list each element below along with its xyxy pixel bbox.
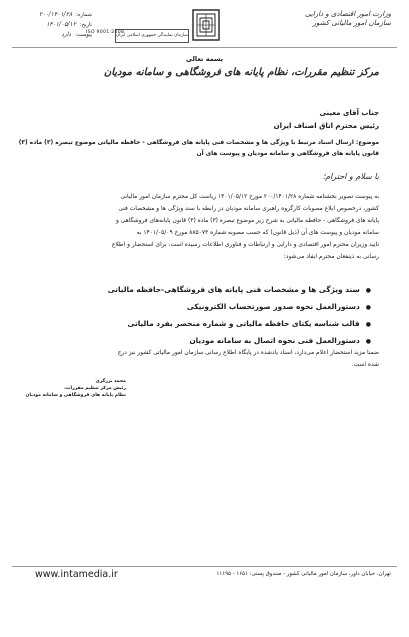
subject-line-2: قانون پایانه های فروشگاهی و سامانه مودیان و پیوست های آن	[196, 151, 379, 157]
paragraph-line: پایانه های فروشگاهی - حافظه مالیاتی به شرح زیر موضوع تبصره (۳) ماده (۳) قانون پایانه‌های فروشگاهی و	[115, 218, 379, 224]
number-row	[12, 10, 92, 20]
number-label: شماره:	[76, 12, 92, 18]
footer-divider	[12, 566, 397, 567]
ministry-line-2: سازمان امور مالیاتی کشور	[312, 19, 391, 27]
letter-meta	[12, 10, 92, 40]
attachment-row	[12, 30, 92, 40]
signer-title-2: نظام پایانه های فروشگاهی و سامانه مودیان	[25, 393, 126, 398]
attachments-list	[71, 282, 371, 350]
list-item: ● دستورالعمل فنی نحوه اتصال به سامانه مودیان	[71, 333, 371, 350]
list-item: ● قالب شناسه یکتای حافظه مالیاتی و شماره منحصر بفرد مالیاتی	[71, 316, 371, 333]
closing-paragraph	[34, 347, 379, 371]
certification-stamp: سازمان نمایندگی جمهوری اسلامی ایران	[115, 29, 189, 43]
ministry-line-1: وزارت امور اقتصادی و دارایی	[304, 10, 391, 18]
closing-line: شده است.	[351, 362, 379, 368]
iso-mark: ISO 9001:2008	[86, 30, 125, 35]
paragraph-line: سامانه مودیان و پیوست های آن (ذیل قانون) که حسب مصوبه شماره ۸۸۵۰۷۳ مورخ ۱۴۰۱/۰۵/۰۹ به	[136, 230, 379, 236]
list-item: ● دستورالعمل نحوه صدور صورتحساب الکترونیکی	[71, 299, 371, 316]
signer-title-1: رئیس مرکز تنظیم مقررات،	[64, 386, 126, 391]
date-row	[12, 20, 92, 30]
attachment-label: پیوست:	[75, 32, 92, 38]
number-value: ۲۰۰/۱۴۰۱/۲۸	[39, 11, 73, 18]
attachment-value: دارد	[61, 31, 72, 38]
addressee	[39, 107, 379, 133]
addressee-name: جناب آقای معینی	[319, 109, 379, 117]
greeting: با سلام و احترام؛	[322, 172, 379, 181]
subject-line-1: موضوع: ارسال اسناد مرتبط با ویژگی ها و مشخصات فنی پایانه های فروشگاهی - حافظه مالیاتی موضوع تبصره (۳) ماده (۳)	[18, 140, 379, 146]
postal-address: تهران، خیابان داور، سازمان امور مالیاتی کشور - صندوق پستی: ۱۶۵۱ - ۱۱۱۹۵	[216, 571, 391, 577]
body-paragraph	[34, 191, 379, 263]
addressee-title: رئیس محترم اتاق اصناف ایران	[273, 122, 379, 130]
website-link[interactable]: www.intamedia.ir	[35, 569, 118, 580]
signature-block	[16, 378, 126, 399]
subject	[18, 138, 379, 160]
header-divider	[12, 47, 397, 48]
emblem-icon	[191, 8, 221, 42]
paragraph-line: تایید وزیران محترم امور اقتصادی و دارایی و ارتباطات و فناوری اطلاعات رسیده است، برای استحضار و اطلاع	[111, 242, 379, 248]
signer-name: محمد برزگری	[95, 379, 126, 384]
date-label: تاریخ:	[79, 22, 92, 28]
paragraph-line: رسانی به ذینفعان محترم ایفاد می‌شود:	[283, 254, 379, 260]
handwritten-heading: مرکز تنظیم مقررات، نظام پایانه های فروشگاهی و سامانه مودیان	[103, 67, 379, 78]
letterhead-ministry	[286, 10, 391, 28]
paragraph-line: کشور، درخصوص ابلاغ مصوبات کارگروه راهبری سامانه مودیان در رابطه با سند ویژگی ها و مشخصات فنی	[118, 206, 379, 212]
closing-line: ضمنا مزید استحضار اعلام می‌دارد، اسناد یادشده در پایگاه اطلاع رسانی سازمان امور مالیاتی کشور نیز درج	[117, 350, 379, 356]
basmala: بسمه تعالی	[185, 55, 224, 63]
paragraph-line: به پیوست تصویر بخشنامه شماره ۲۰۰/۱۴۰۱/۲۸ مورخ ۱۴۰۱/۰۵/۱۲ ریاست کل محترم سازمان امور مالیاتی	[120, 194, 379, 200]
list-item: ● سند ویژگی ها و مشخصات فنی پایانه های فروشگاهی-حافظه مالیاتی	[71, 282, 371, 299]
date-value: ۱۴۰۱/۰۵/۱۲	[46, 21, 76, 28]
